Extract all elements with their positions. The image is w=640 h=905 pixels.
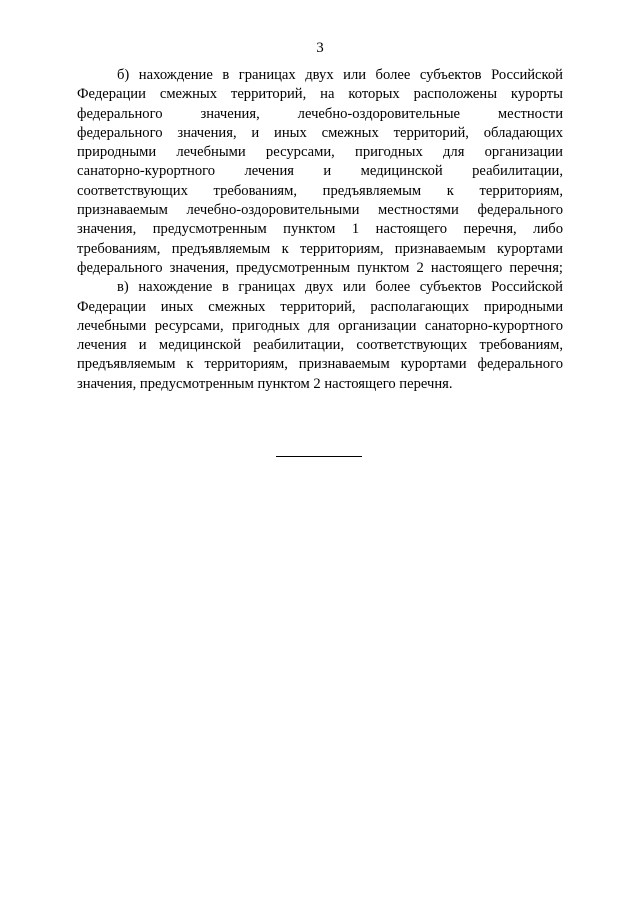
text-line: лечебными ресурсами, пригодных для организации санаторно-курортного bbox=[77, 317, 563, 334]
paragraph-b bbox=[77, 66, 563, 278]
text-line: признаваемым лечебно-оздоровительными местностями федерального bbox=[77, 202, 563, 219]
text-line: соответствующих требованиям, предъявляемым к территориям, bbox=[77, 182, 563, 199]
text-line: санаторно-курортного лечения и медицинской реабилитации, bbox=[77, 163, 563, 180]
text-line: предъявляемым к территориям, признаваемым курортами федерального bbox=[77, 356, 563, 373]
text-line: требованиям, предъявляемым к территориям, признаваемым курортами bbox=[77, 240, 563, 257]
text-line: значения, предусмотренным пунктом 2 настоящего перечня. bbox=[77, 375, 453, 392]
text-line: федерального значения, и иных смежных территорий, обладающих bbox=[77, 124, 563, 141]
text-line: б) нахождение в границах двух или более субъектов Российской bbox=[117, 67, 563, 83]
text-line: в) нахождение в границах двух или более субъектов Российской bbox=[117, 279, 563, 296]
text-line: значения, предусмотренным пунктом 1 настоящего перечня, либо bbox=[77, 221, 563, 238]
document-body bbox=[77, 66, 563, 394]
text-line: федерального значения, лечебно-оздоровительные местности bbox=[77, 105, 563, 122]
paragraph-v bbox=[77, 278, 563, 394]
text-line: лечения и медицинской реабилитации, соответствующих требованиям, bbox=[77, 337, 563, 354]
text-line: Федерации смежных территорий, на которых расположены курорты bbox=[77, 86, 563, 103]
text-line: природными лечебными ресурсами, пригодных для организации bbox=[77, 144, 563, 161]
end-separator-line bbox=[276, 456, 362, 457]
text-line: федерального значения, предусмотренным пунктом 2 настоящего перечня; bbox=[77, 259, 563, 276]
page-number: 3 bbox=[316, 40, 324, 56]
text-line: Федерации иных смежных территорий, располагающих природными bbox=[77, 298, 563, 315]
